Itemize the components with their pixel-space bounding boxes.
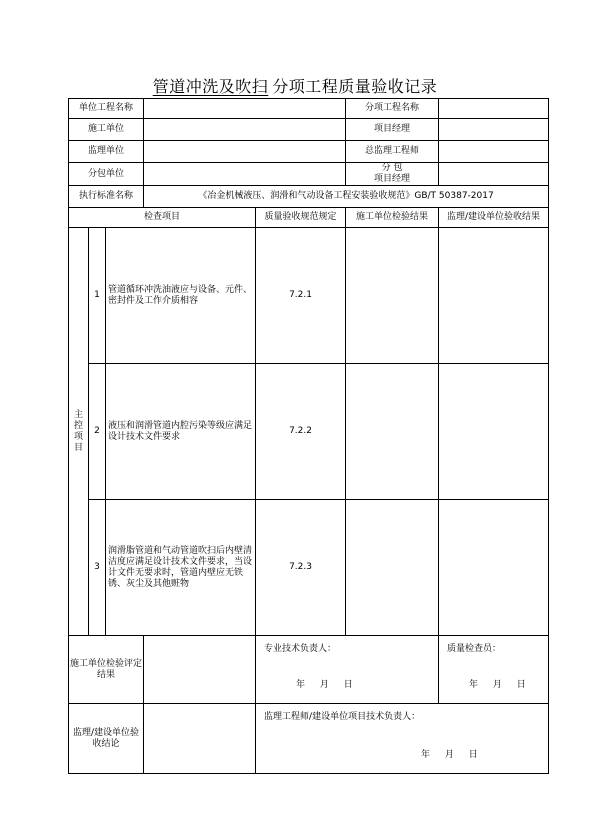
subcontract-pm-line1: 分 包 xyxy=(381,163,403,173)
subcontract-unit-value[interactable] xyxy=(144,163,346,186)
acceptance-label: 监理/建设单位验收结论 xyxy=(69,704,144,774)
subcontract-pm-line2: 项目经理 xyxy=(374,174,411,184)
qc-date: 年 月 日 xyxy=(469,680,532,690)
tech-lead-signature[interactable] xyxy=(256,636,439,704)
item-3-construction-result[interactable] xyxy=(346,500,439,636)
main-control-label: 主控项目 xyxy=(69,228,89,636)
qc-label: 质量检查员： xyxy=(447,644,502,654)
item-3-text: 润滑脂管道和气动管道吹扫后内壁清洁度应满足设计技术文件要求，当设计文件无要求时，管道内壁应无铁锈、灰尘及其他赃物 xyxy=(106,500,256,636)
item-2-construction-result[interactable] xyxy=(346,364,439,500)
construction-unit-label: 施工单位 xyxy=(69,119,144,141)
col-construction-result: 施工单位检验结果 xyxy=(346,208,439,228)
title-rest: 分项工程质量验收记录 xyxy=(272,77,438,96)
col-check-item: 检查项目 xyxy=(69,208,256,228)
construction-eval-value[interactable] xyxy=(144,636,256,704)
col-supervision-result: 监理/建设单位验收结果 xyxy=(439,208,549,228)
tech-lead-date: 年 月 日 xyxy=(296,680,359,690)
supervisor-signature[interactable] xyxy=(256,704,549,774)
project-manager-label: 项目经理 xyxy=(346,119,439,141)
inspection-form-table xyxy=(68,98,549,774)
item-2-no: 2 xyxy=(89,364,106,500)
item-2-text: 液压和润滑管道内腔污染等级应满足设计技术文件要求 xyxy=(106,364,256,500)
qc-signature[interactable] xyxy=(439,636,549,704)
col-quality-spec: 质量验收规范规定 xyxy=(256,208,346,228)
sub-project-value[interactable] xyxy=(439,99,549,119)
supervisor-label: 监理工程师/建设单位项目技术负责人： xyxy=(264,712,421,722)
item-2-spec: 7.2.2 xyxy=(256,364,346,500)
standard-value: 《冶金机械液压、润滑和气动设备工程安装验收规范》GB/T 50387-2017 xyxy=(144,186,549,208)
construction-eval-label: 施工单位检验评定结果 xyxy=(69,636,144,704)
project-manager-value[interactable] xyxy=(439,119,549,141)
item-2-supervision-result[interactable] xyxy=(439,364,549,500)
title-subject: 管道冲洗及吹扫 xyxy=(152,77,269,96)
construction-unit-value[interactable] xyxy=(144,119,346,141)
item-3-no: 3 xyxy=(89,500,106,636)
supervision-unit-label: 监理单位 xyxy=(69,141,144,163)
sub-project-label: 分项工程名称 xyxy=(346,99,439,119)
acceptance-value[interactable] xyxy=(144,704,256,774)
item-1-supervision-result[interactable] xyxy=(439,228,549,364)
subcontract-pm-label xyxy=(346,163,439,186)
unit-project-label: 单位工程名称 xyxy=(69,99,144,119)
form-title xyxy=(0,74,590,97)
item-1-no: 1 xyxy=(89,228,106,364)
unit-project-value[interactable] xyxy=(144,99,346,119)
supervisor-date: 年 月 日 xyxy=(421,750,484,760)
subcontract-pm-value[interactable] xyxy=(439,163,549,186)
supervision-unit-value[interactable] xyxy=(144,141,346,163)
chief-supervisor-value[interactable] xyxy=(439,141,549,163)
chief-supervisor-label: 总监理工程师 xyxy=(346,141,439,163)
item-1-text: 管道循环冲洗油液应与设备、元件、密封件及工作介质相容 xyxy=(106,228,256,364)
item-1-spec: 7.2.1 xyxy=(256,228,346,364)
tech-lead-label: 专业技术负责人： xyxy=(264,644,337,654)
standard-label: 执行标准名称 xyxy=(69,186,144,208)
item-1-construction-result[interactable] xyxy=(346,228,439,364)
subcontract-unit-label: 分包单位 xyxy=(69,163,144,186)
item-3-spec: 7.2.3 xyxy=(256,500,346,636)
item-3-supervision-result[interactable] xyxy=(439,500,549,636)
